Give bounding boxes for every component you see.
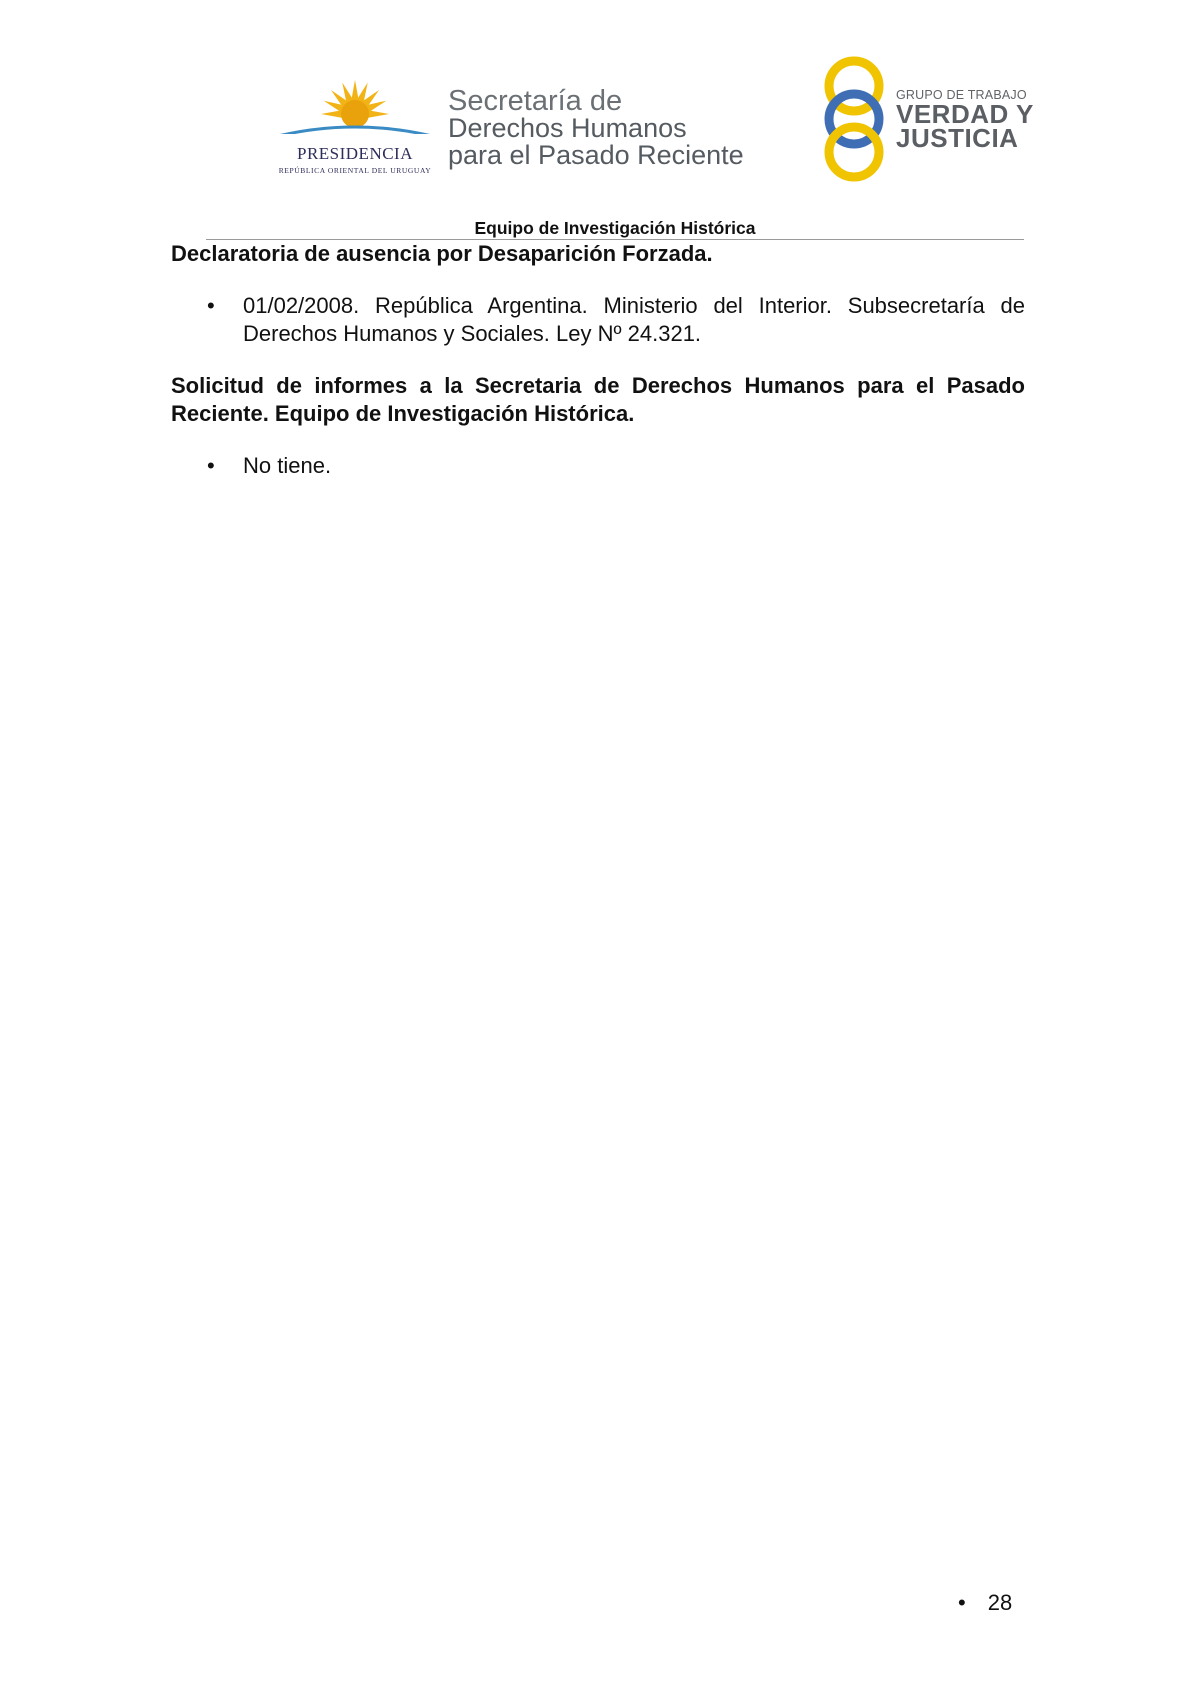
- list-item-text: No tiene.: [243, 453, 332, 478]
- presidencia-subtitle: REPÚBLICA ORIENTAL DEL URUGUAY: [278, 166, 432, 175]
- presidencia-logo: [270, 78, 440, 178]
- sun-emblem-icon: [270, 78, 440, 148]
- bullet-icon: •: [207, 293, 215, 318]
- header-caption: Equipo de Investigación Histórica: [474, 218, 756, 238]
- grupo-line1: VERDAD Y: [896, 99, 1034, 129]
- secretaria-line1: Secretaría de: [448, 85, 623, 117]
- document-body: [171, 240, 1025, 480]
- presidencia-name: PRESIDENCIA: [296, 144, 413, 163]
- section-heading: Declaratoria de ausencia por Desaparición Forzada.: [171, 241, 713, 266]
- page-number: [958, 1590, 1012, 1616]
- bullet-icon: •: [958, 1590, 966, 1615]
- grupo-label: GRUPO DE TRABAJO: [896, 88, 1027, 102]
- grupo-line2: JUSTICIA: [896, 123, 1019, 153]
- bullet-icon: •: [207, 453, 215, 478]
- list-item: [171, 452, 1025, 480]
- page-number-value: 28: [987, 1590, 1013, 1615]
- list-item: [171, 292, 1025, 348]
- section-heading: Solicitud de informes a la Secretaria de Derechos Humanos para el Pasado Reciente. Equipo de Investigación Histórica.: [171, 373, 1025, 426]
- linked-rings-icon: [822, 56, 892, 182]
- secretaria-line3: para el Pasado Reciente: [448, 140, 744, 170]
- verdad-justicia-text: [896, 88, 1034, 153]
- secretaria-line2: Derechos Humanos: [448, 113, 687, 143]
- list-item-text: 01/02/2008. República Argentina. Ministerio del Interior. Subsecretaría de Derechos Humanos y Sociales. Ley Nº 24.321.: [243, 293, 1025, 346]
- secretaria-logo-text: [448, 85, 744, 170]
